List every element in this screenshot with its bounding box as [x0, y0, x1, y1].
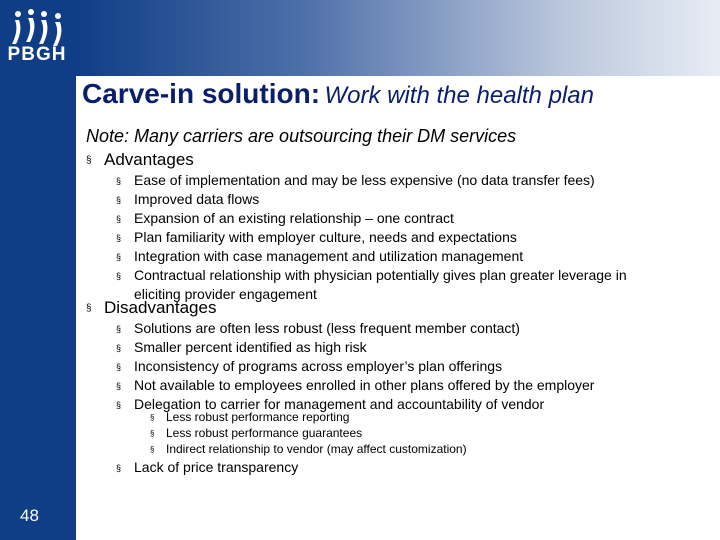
list-item: § Improved data flows — [116, 191, 260, 207]
advantages-heading: § Advantages — [86, 150, 194, 169]
title-sub: Work with the health plan — [324, 82, 594, 109]
note-text: Note: Many carriers are outsourcing their DM services — [86, 126, 517, 146]
list-item: § Contractual relationship with physician potentially gives plan greater leverage in — [116, 267, 627, 283]
sidebar-band — [0, 0, 76, 540]
list-item: § Inconsistency of programs across employer’s plan offerings — [116, 358, 503, 374]
sub-list-item: § Indirect relationship to vendor (may affect customization) — [150, 442, 467, 456]
list-item-continuation: eliciting provider engagement — [134, 286, 317, 302]
bullet-icon: § — [86, 303, 92, 314]
list-item: § Smaller percent identified as high risk — [116, 339, 367, 355]
list-item: § Delegation to carrier for management and accountability of vendor — [116, 396, 545, 412]
title-main: Carve-in solution: — [82, 78, 321, 109]
header-gradient — [76, 0, 720, 76]
list-item: § Solutions are often less robust (less frequent member contact) — [116, 320, 520, 336]
disadvantages-list — [116, 319, 706, 414]
page-number: 48 — [20, 506, 39, 525]
sub-list-item: § Less robust performance reporting — [150, 410, 350, 424]
advantages-list — [116, 171, 706, 303]
sub-list-item: § Less robust performance guarantees — [150, 426, 363, 440]
list-item-last: § Lack of price transparency — [116, 459, 299, 475]
list-item: § Expansion of an existing relationship – one contract — [116, 210, 454, 226]
list-item: § Integration with case management and utilization management — [116, 248, 524, 264]
disadvantages-heading: § Disadvantages — [86, 298, 217, 317]
list-item: § Ease of implementation and may be less expensive (no data transfer fees) — [116, 172, 595, 188]
logo-text: PBGH — [7, 44, 67, 65]
slide-title — [82, 78, 594, 110]
bullet-icon: § — [86, 155, 92, 166]
list-item: § Not available to employees enrolled in other plans offered by the employer — [116, 377, 595, 393]
list-item: § Plan familiarity with employer culture, needs and expectations — [116, 229, 517, 245]
